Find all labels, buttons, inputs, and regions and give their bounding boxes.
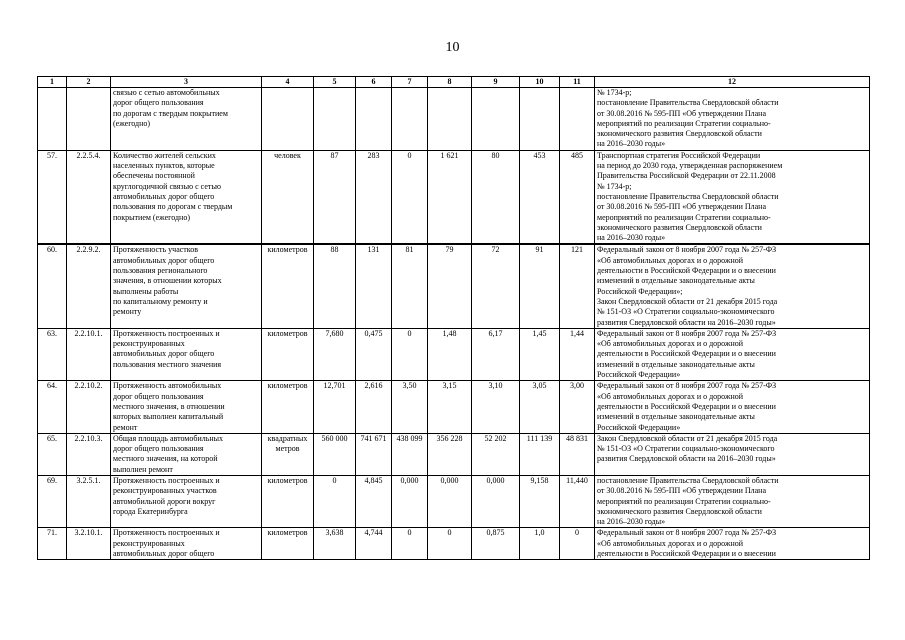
unit-cell (262, 88, 314, 151)
value-cell: 3,50 (392, 381, 428, 433)
value-cell: 1,0 (520, 528, 560, 560)
value-cell: 0 (428, 528, 472, 560)
row-number-cell: 64. (38, 381, 67, 433)
value-cell: 3,10 (472, 381, 520, 433)
source-document-cell: постановление Правительства Свердловской области от 30.08.2016 № 595-ПП «Об утверждении Плана мероприятий по реализации Стратегии социально- экономического развития Свердловской области на 2016–2030 годы» (595, 475, 870, 527)
value-cell: 0,000 (472, 475, 520, 527)
value-cell: 80 (472, 150, 520, 244)
value-cell: 560 000 (314, 433, 356, 475)
source-document-cell: № 1734-р; постановление Правительства Свердловской области от 30.08.2016 № 595-ПП «Об утверждении Плана мероприятий по реализации Стратегии социально- экономического развития Свердловской области на 2016–2030 годы» (595, 88, 870, 151)
row-number-cell: 63. (38, 328, 67, 380)
value-cell (428, 88, 472, 151)
unit-cell: километров (262, 328, 314, 380)
row-number-cell (38, 88, 67, 151)
row-number-cell: 60. (38, 244, 67, 328)
value-cell: 72 (472, 244, 520, 328)
value-cell: 283 (356, 150, 392, 244)
indicator-code-cell: 2.2.9.2. (67, 244, 111, 328)
value-cell: 11,440 (560, 475, 595, 527)
table-row (38, 381, 870, 433)
page-number: 10 (445, 40, 460, 55)
header-cell: 4 (262, 77, 314, 88)
value-cell: 453 (520, 150, 560, 244)
source-document-cell: Федеральный закон от 8 ноября 2007 года № 257-ФЗ «Об автомобильных дорогах и о дорожной деятельности в Российской Федерации и о внесении (595, 528, 870, 560)
value-cell: 48 831 (560, 433, 595, 475)
value-cell: 0 (392, 328, 428, 380)
indicator-code-cell: 2.2.10.1. (67, 328, 111, 380)
value-cell: 91 (520, 244, 560, 328)
value-cell: 88 (314, 244, 356, 328)
table-row (38, 88, 870, 151)
header-cell: 10 (520, 77, 560, 88)
source-document-cell: Закон Свердловской области от 21 декабря 2015 года № 151-ОЗ «О Стратегии социально-экономического развития Свердловской области на 2016–2030 годы» (595, 433, 870, 475)
unit-cell: километров (262, 475, 314, 527)
table-row (38, 328, 870, 380)
row-number-cell: 65. (38, 433, 67, 475)
value-cell: 0,000 (392, 475, 428, 527)
unit-cell: километров (262, 528, 314, 560)
header-cell: 11 (560, 77, 595, 88)
row-number-cell: 57. (38, 150, 67, 244)
unit-cell: километров (262, 244, 314, 328)
row-number-cell: 71. (38, 528, 67, 560)
header-cell: 12 (595, 77, 870, 88)
indicator-description-cell: Общая площадь автомобильных дорог общего пользования местного значения, на которой выполнен ремонт (111, 433, 262, 475)
indicator-description-cell: Протяженность построенных и реконструированных автомобильных дорог общего пользования местного значения (111, 328, 262, 380)
value-cell (314, 88, 356, 151)
value-cell: 111 139 (520, 433, 560, 475)
value-cell: 0 (314, 475, 356, 527)
value-cell: 0 (392, 528, 428, 560)
header-cell: 7 (392, 77, 428, 88)
header-cell: 3 (111, 77, 262, 88)
value-cell: 741 671 (356, 433, 392, 475)
value-cell: 3,05 (520, 381, 560, 433)
source-document-cell: Транспортная стратегия Российской Федерации на период до 2030 года, утвержденная распоряжением Правительства Российской Федерации от 22.11.2008 № 1734-р; постановление Правительства Свердловской области от 30.08.2016 № 595-ПП «Об утверждении Плана мероприятий по реализации Стратегии социально- экономического развития Свердловской области на 2016–2030 годы» (595, 150, 870, 244)
value-cell: 2,616 (356, 381, 392, 433)
header-row (38, 77, 870, 88)
value-cell: 1,48 (428, 328, 472, 380)
indicator-description-cell: Количество жителей сельских населенных пунктов, которые обеспечены постоянной круглогодичной связью с сетью автомобильных дорог общего пользования по дорогам с твердым покрытием (ежегодно) (111, 150, 262, 244)
header-cell: 1 (38, 77, 67, 88)
value-cell (392, 88, 428, 151)
table-body (38, 77, 870, 560)
value-cell: 52 202 (472, 433, 520, 475)
value-cell: 438 099 (392, 433, 428, 475)
value-cell: 0 (392, 150, 428, 244)
unit-cell: километров (262, 381, 314, 433)
value-cell: 485 (560, 150, 595, 244)
value-cell: 12,701 (314, 381, 356, 433)
table-row (38, 150, 870, 244)
indicator-code-cell: 3.2.5.1. (67, 475, 111, 527)
value-cell: 3,15 (428, 381, 472, 433)
unit-cell: человек (262, 150, 314, 244)
header-cell: 6 (356, 77, 392, 88)
value-cell: 6,17 (472, 328, 520, 380)
table-row (38, 528, 870, 560)
indicator-code-cell: 3.2.10.1. (67, 528, 111, 560)
value-cell (472, 88, 520, 151)
value-cell: 1,45 (520, 328, 560, 380)
table-row (38, 433, 870, 475)
indicators-table (37, 76, 870, 560)
value-cell: 81 (392, 244, 428, 328)
value-cell (356, 88, 392, 151)
indicator-description-cell: Протяженность построенных и реконструированных автомобильных дорог общего (111, 528, 262, 560)
value-cell: 79 (428, 244, 472, 328)
value-cell: 7,680 (314, 328, 356, 380)
value-cell: 0,875 (472, 528, 520, 560)
value-cell: 4,845 (356, 475, 392, 527)
source-document-cell: Федеральный закон от 8 ноября 2007 года № 257-ФЗ «Об автомобильных дорогах и о дорожной деятельности в Российской Федерации и о внесении изменений в отдельные законодательные акты Российской Федерации»; Закон Свердловской области от 21 декабря 2015 года № 151-ОЗ «О Стратегии социально-экономического развития Свердловской области на 2016–2030 годы» (595, 244, 870, 328)
indicator-description-cell: связью с сетью автомобильных дорог общего пользования по дорогам с твердым покрытием (ежегодно) (111, 88, 262, 151)
header-cell: 9 (472, 77, 520, 88)
header-cell: 8 (428, 77, 472, 88)
indicator-code-cell (67, 88, 111, 151)
value-cell: 3,638 (314, 528, 356, 560)
header-cell: 2 (67, 77, 111, 88)
value-cell: 121 (560, 244, 595, 328)
value-cell (520, 88, 560, 151)
value-cell: 0,475 (356, 328, 392, 380)
indicator-code-cell: 2.2.5.4. (67, 150, 111, 244)
indicator-description-cell: Протяженность автомобильных дорог общего пользования местного значения, в отношении которых выполнен капитальный ремонт (111, 381, 262, 433)
row-number-cell: 69. (38, 475, 67, 527)
indicator-code-cell: 2.2.10.2. (67, 381, 111, 433)
value-cell: 3,00 (560, 381, 595, 433)
table-row (38, 244, 870, 328)
value-cell: 131 (356, 244, 392, 328)
source-document-cell: Федеральный закон от 8 ноября 2007 года № 257-ФЗ «Об автомобильных дорогах и о дорожной деятельности в Российской Федерации и о внесении изменений в отдельные законодательные акты Российской Федерации» (595, 381, 870, 433)
source-document-cell: Федеральный закон от 8 ноября 2007 года № 257-ФЗ «Об автомобильных дорогах и о дорожной деятельности в Российской Федерации и о внесении изменений в отдельные законодательные акты Российской Федерации» (595, 328, 870, 380)
table-row (38, 475, 870, 527)
value-cell: 1,44 (560, 328, 595, 380)
indicator-code-cell: 2.2.10.3. (67, 433, 111, 475)
indicator-description-cell: Протяженность построенных и реконструированных участков автомобильной дороги вокруг города Екатеринбурга (111, 475, 262, 527)
unit-cell: квадратных метров (262, 433, 314, 475)
value-cell (560, 88, 595, 151)
header-cell: 5 (314, 77, 356, 88)
value-cell: 87 (314, 150, 356, 244)
value-cell: 1 621 (428, 150, 472, 244)
value-cell: 0 (560, 528, 595, 560)
value-cell: 4,744 (356, 528, 392, 560)
value-cell: 0,000 (428, 475, 472, 527)
value-cell: 356 228 (428, 433, 472, 475)
indicator-description-cell: Протяженность участков автомобильных дорог общего пользования регионального значения, в отношении которых выполнены работы по капитальному ремонту и ремонту (111, 244, 262, 328)
value-cell: 9,158 (520, 475, 560, 527)
